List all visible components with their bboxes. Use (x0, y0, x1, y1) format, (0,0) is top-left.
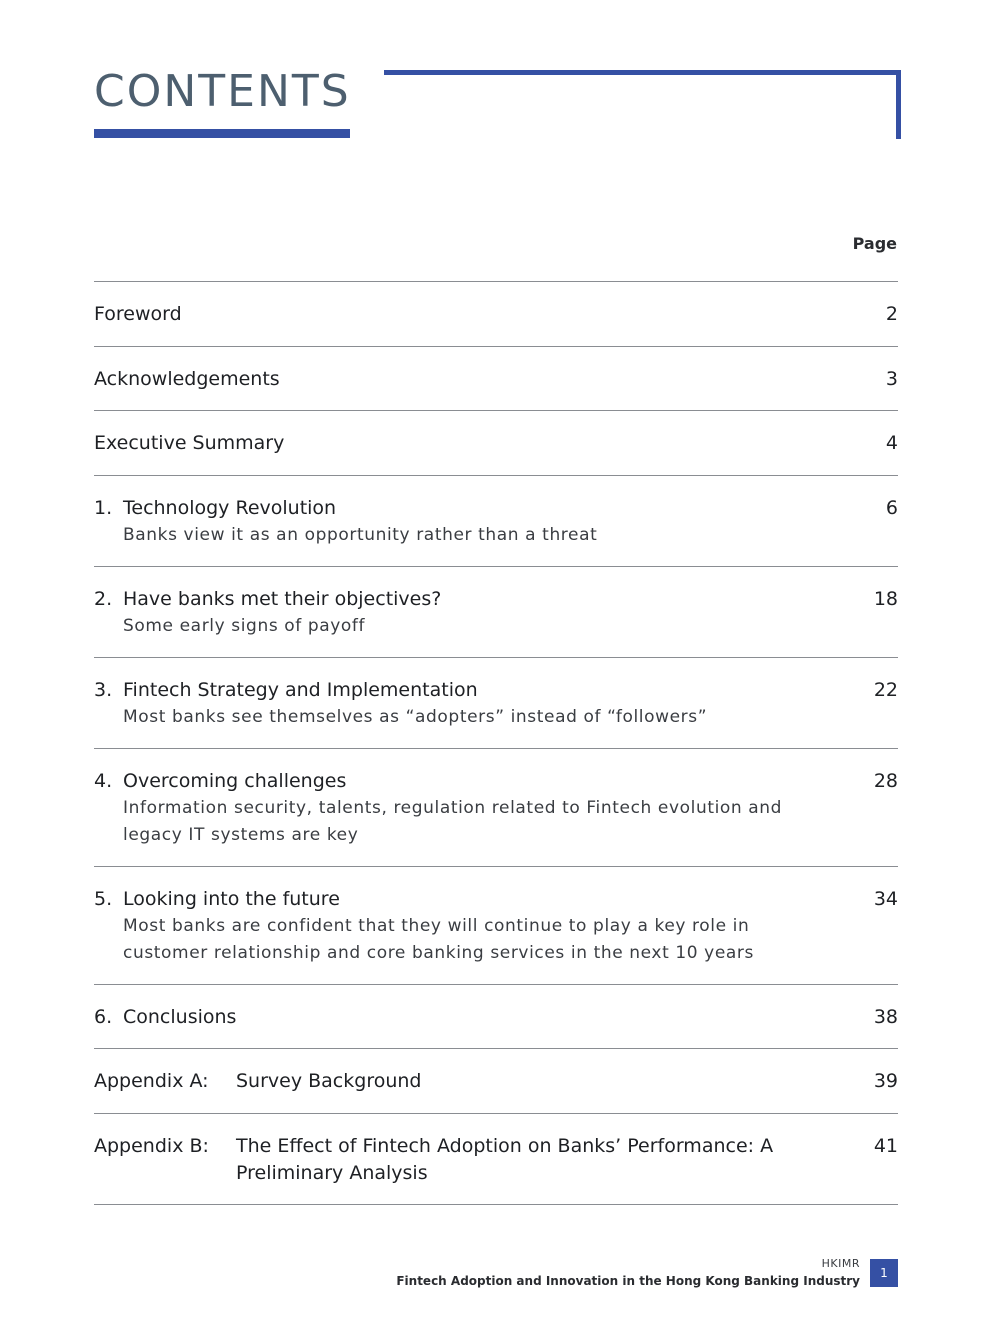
toc-entry-appendix-a[interactable] (94, 1049, 898, 1114)
toc-entry-appendix-b[interactable] (94, 1114, 898, 1205)
page-number-badge: 1 (870, 1259, 898, 1287)
toc-entry-page: 3 (885, 368, 898, 390)
toc-entry-label: Acknowledgements (94, 368, 280, 390)
toc-entry-page: 6 (885, 497, 898, 519)
footer-organization: HKIMR (821, 1257, 860, 1270)
footer-document-title: Fintech Adoption and Innovation in the Hong Kong Banking Industry (396, 1274, 860, 1288)
toc-entry-number: 6. (94, 1006, 113, 1028)
decorative-frame-right (896, 70, 901, 139)
toc-entry-label: Foreword (94, 303, 182, 325)
toc-entry-subtitle: Most banks see themselves as “adopters” instead of “followers” (123, 707, 708, 727)
toc-entry-chapter-1[interactable] (94, 476, 898, 567)
toc-entry-label: The Effect of Fintech Adoption on Banks’ Performance: A Preliminary Analysis (236, 1135, 774, 1184)
toc-entry-label: Executive Summary (94, 432, 285, 454)
toc-entry-label: Overcoming challenges (123, 770, 347, 792)
toc-entry-number: Appendix B: (94, 1135, 209, 1157)
toc-entry-label: Technology Revolution (123, 497, 337, 519)
toc-entry-number: 3. (94, 679, 113, 701)
toc-entry-chapter-2[interactable] (94, 567, 898, 658)
toc-entry-subtitle: Information security, talents, regulation related to Fintech evolution and legacy IT systems are key (123, 798, 783, 845)
toc-entry-page: 39 (873, 1070, 898, 1092)
toc-entry-subtitle: Banks view it as an opportunity rather than a threat (123, 525, 598, 545)
table-of-contents (94, 281, 898, 1205)
toc-entry-label: Conclusions (123, 1006, 237, 1028)
toc-entry-number: 4. (94, 770, 113, 792)
toc-entry-chapter-3[interactable] (94, 658, 898, 749)
toc-entry-chapter-5[interactable] (94, 867, 898, 985)
toc-entry-acknowledgements[interactable] (94, 347, 898, 411)
page-column-header: Page (852, 234, 897, 253)
page-title: CONTENTS (94, 66, 351, 117)
title-underline (94, 129, 350, 138)
toc-entry-page: 18 (873, 588, 898, 610)
toc-entry-page: 2 (885, 303, 898, 325)
decorative-frame-top (384, 70, 901, 75)
toc-entry-chapter-6[interactable] (94, 985, 898, 1049)
toc-entry-subtitle: Most banks are confident that they will continue to play a key role in customer relationship and core banking services in the next 10 years (123, 916, 754, 963)
toc-entry-foreword[interactable] (94, 282, 898, 347)
toc-entry-page: 38 (873, 1006, 898, 1028)
toc-entry-subtitle: Some early signs of payoff (123, 616, 366, 636)
toc-entry-label: Survey Background (236, 1070, 422, 1092)
toc-entry-page: 28 (873, 770, 898, 792)
toc-entry-number: Appendix A: (94, 1070, 209, 1092)
toc-entry-label: Have banks met their objectives? (123, 588, 442, 610)
toc-entry-page: 4 (885, 432, 898, 454)
toc-entry-label: Looking into the future (123, 888, 340, 910)
toc-entry-chapter-4[interactable] (94, 749, 898, 867)
toc-entry-executive-summary[interactable] (94, 411, 898, 476)
toc-entry-page: 34 (873, 888, 898, 910)
toc-entry-page: 41 (873, 1135, 898, 1157)
toc-entry-page: 22 (873, 679, 898, 701)
toc-entry-label: Fintech Strategy and Implementation (123, 679, 478, 701)
toc-entry-number: 1. (94, 497, 113, 519)
toc-entry-number: 2. (94, 588, 113, 610)
toc-entry-number: 5. (94, 888, 113, 910)
